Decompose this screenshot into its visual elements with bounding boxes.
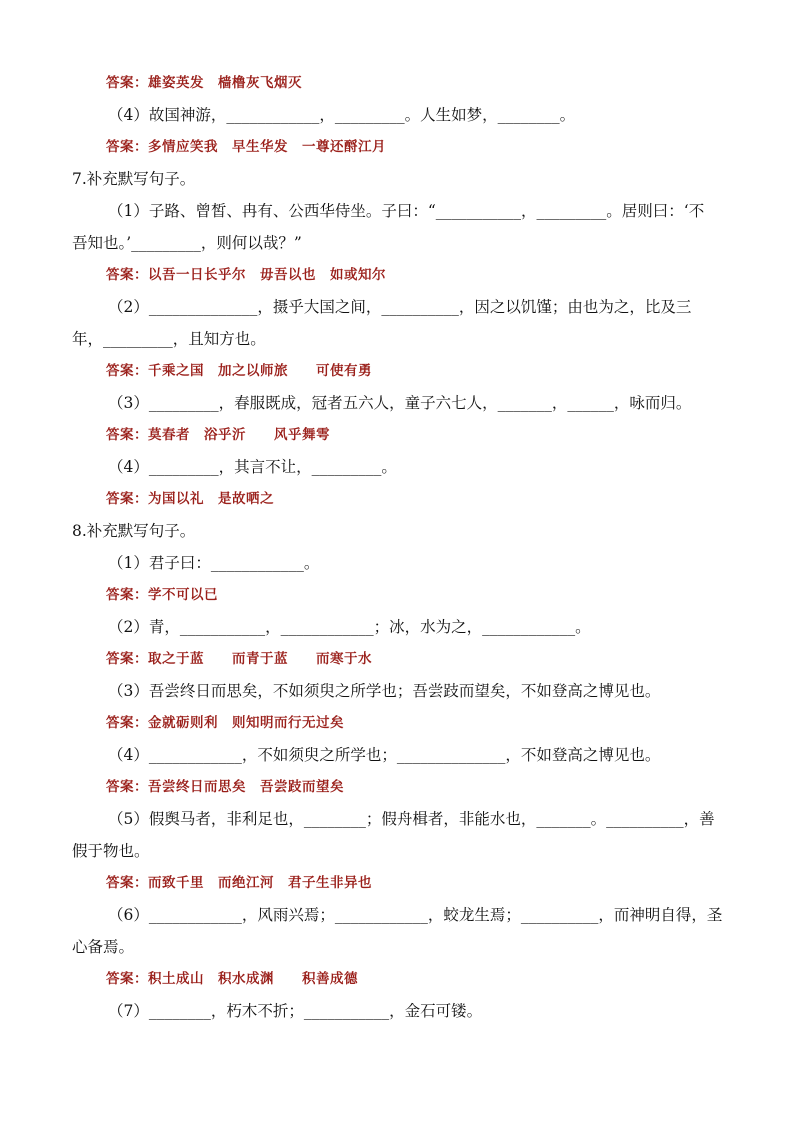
answer-line: 答案：积土成山 积水成渊 积善成德 [106, 971, 358, 987]
answer-line: 答案：金就砺则利 则知明而行无过矣 [106, 715, 344, 731]
question-line: （3）_________，春服既成，冠者五六人，童子六七人，_______，______，咏而归。 [108, 394, 692, 412]
answer-line: 答案：为国以礼 是故哂之 [106, 491, 274, 507]
answer-line: 答案：千乘之国 加之以师旅 可使有勇 [106, 363, 372, 379]
answer-line: 答案：取之于蓝 而青于蓝 而寒于水 [106, 651, 372, 667]
answer-line: 答案：雄姿英发 樯橹灰飞烟灭 [106, 75, 302, 91]
section-heading: 8.补充默写句子。 [72, 522, 196, 540]
question-continuation: 心备焉。 [72, 938, 135, 956]
question-line: （6）____________，风雨兴焉；____________，蛟龙生焉；__________，而神明自得，圣 [108, 906, 723, 924]
answer-line: 答案：以吾一日长乎尔 毋吾以也 如或知尔 [106, 267, 386, 283]
answer-line: 答案：多情应笑我 早生华发 一尊还酹江月 [106, 139, 386, 155]
question-continuation: 年，_________，且知方也。 [72, 330, 266, 348]
question-continuation: 假于物也。 [72, 842, 150, 860]
question-line: （4）故国神游，____________，_________。人生如梦，________。 [108, 106, 576, 124]
question-line: （3）吾尝终日而思矣，不如须臾之所学也；吾尝跂而望矣，不如登高之博见也。 [108, 682, 661, 700]
question-line: （5）假舆马者，非利足也，________；假舟楫者，非能水也，_______。__________，善 [108, 810, 715, 828]
question-line: （7）________，朽木不折；___________，金石可镂。 [108, 1002, 483, 1020]
section-heading: 7.补充默写句子。 [72, 170, 196, 188]
answer-line: 答案：学不可以已 [106, 587, 218, 603]
question-continuation: 吾知也。’_________，则何以哉？” [72, 234, 302, 252]
question-line: （1）子路、曾皙、冉有、公西华侍坐。子曰：“___________，_________。居则曰：‘不 [108, 202, 705, 220]
question-line: （4）____________，不如须臾之所学也；______________，不如登高之博见也。 [108, 746, 661, 764]
question-line: （4）_________，其言不让，_________。 [108, 458, 397, 476]
answer-line: 答案：吾尝终日而思矣 吾尝跂而望矣 [106, 779, 344, 795]
answer-line: 答案：莫春者 浴乎沂 风乎舞雩 [106, 427, 330, 443]
question-line: （1）君子曰：____________。 [108, 554, 320, 572]
question-line: （2）______________，摄乎大国之间，__________，因之以饥馑；由也为之，比及三 [108, 298, 692, 316]
answer-line: 答案：而致千里 而绝江河 君子生非异也 [106, 875, 372, 891]
question-line: （2）青，___________，____________；冰，水为之，____________。 [108, 618, 591, 636]
